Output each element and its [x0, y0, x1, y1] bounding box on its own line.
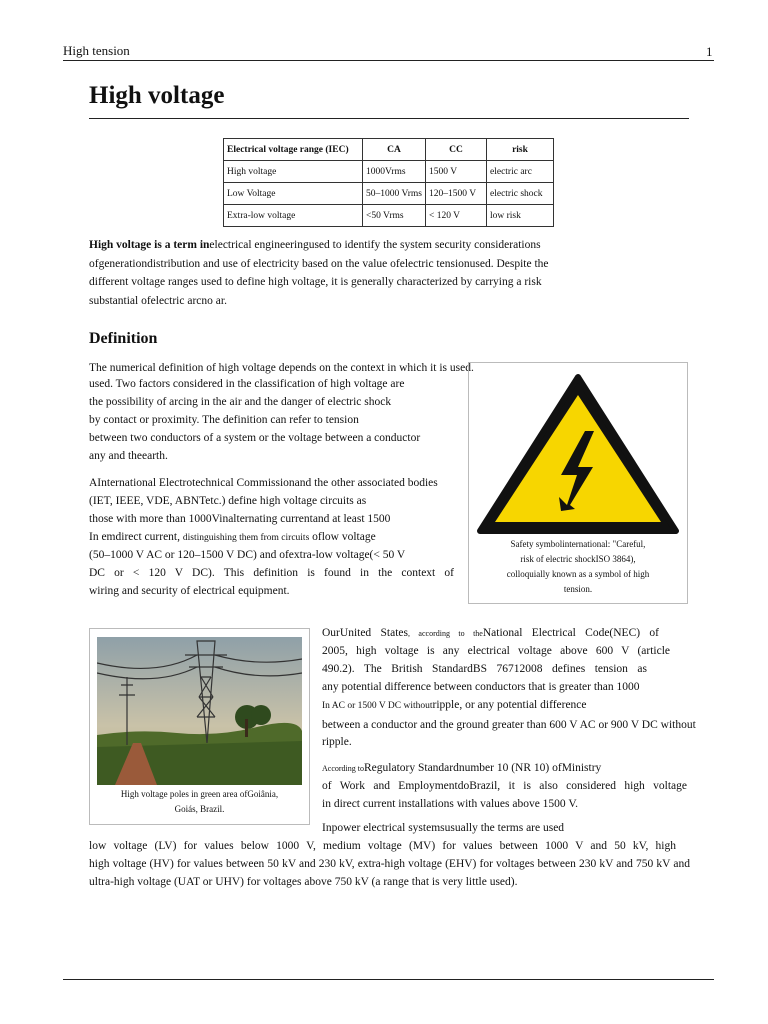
definition-line: DC or < 120 V DC). This definition is found in the context of — [89, 567, 454, 579]
definition-fragment: In emdirect current, — [89, 531, 183, 543]
caption-line: colloquially known as a symbol of high — [506, 569, 650, 579]
intro-line: substantial ofelectric arcno ar. — [89, 294, 227, 307]
definition-line: (50–1000 V AC or 120–1500 V DC) and ofextra-low voltage(< 50 V — [89, 549, 406, 561]
table-row — [224, 183, 554, 205]
table-header-row — [224, 139, 554, 161]
brazil-fragment: Regulatory Standardnumber 10 (NR 10) ofMinistry — [364, 762, 602, 774]
brazil-line: of Work and EmploymentdoBrazil, it is also considered high voltage — [322, 780, 687, 792]
figure-caption — [94, 787, 305, 817]
table-row — [224, 205, 554, 227]
intro-paragraph — [89, 236, 629, 310]
figure-caption — [477, 537, 679, 597]
us-fragment: In AC or 1500 V DC without — [322, 701, 433, 711]
table-cell: <50 Vrms — [363, 205, 426, 227]
table-cell: 1500 V — [426, 161, 487, 183]
us-fragment: OurUnited States — [322, 627, 408, 639]
figure-warning-sign — [468, 362, 688, 604]
power-line: ultra-high voltage (UAT or UHV) for voltages above 750 kV (a range that is very little used). — [89, 876, 518, 888]
us-line: 490.2). The British StandardBS 76712008 defines tension as — [322, 663, 647, 675]
intro-line: ofgenerationdistribution and use of electricity based on the value ofelectric tensionused. Despite the — [89, 257, 549, 270]
definition-line: (IET, IEEE, VDE, ABNTetc.) define high voltage circuits as — [89, 495, 367, 507]
us-fragment: , according to the — [407, 629, 483, 638]
table-cell: Extra-low voltage — [224, 205, 363, 227]
running-title: High tension — [63, 43, 130, 58]
intro-line: electrical engineeringused to identify the system security considerations — [209, 239, 541, 251]
definition-line: any and theearth. — [89, 450, 168, 462]
caption-line: High voltage poles in green area ofGoiânia, — [120, 789, 279, 799]
caption-line: tension. — [563, 584, 593, 594]
power-line: low voltage (LV) for values below 1000 V, medium voltage (MV) for values between 1000 V and 50 kV, high — [89, 840, 676, 852]
definition-small-line: The numerical definition of high voltage depends on the context in which it is used. — [89, 362, 474, 374]
table-row — [224, 161, 554, 183]
table-cell: 120–1500 V — [426, 183, 487, 205]
us-line: between a conductor and the ground greater than 600 V AC or 900 V DC without — [322, 719, 696, 731]
definition-fragment: distinguishing them from circuits — [182, 533, 310, 543]
table-header-cell: Electrical voltage range (IEC) — [224, 139, 363, 161]
definition-line: used. Two factors considered in the classification of high voltage are — [89, 378, 405, 390]
definition-line: those with more than 1000Vinalternating currentand at least 1500 — [89, 513, 391, 525]
intro-line: different voltage ranges used to define high voltage, it is generally characterized by carrying a risk — [89, 276, 542, 289]
title-rule — [89, 118, 689, 119]
table-cell: < 120 V — [426, 205, 487, 227]
section-heading: Definition — [89, 330, 158, 347]
brazil-line: in direct current installations with values above 1500 V. — [322, 798, 579, 810]
definition-line: by contact or proximity. The definition can refer to tension — [89, 414, 359, 426]
table-cell: electric shock — [487, 183, 554, 205]
table-header-cell: CA — [363, 139, 426, 161]
caption-line: Goiás, Brazil. — [174, 804, 225, 814]
caption-line: risk of electric shockISO 3864), — [520, 554, 636, 564]
definition-line — [89, 531, 376, 543]
table-cell: High voltage — [224, 161, 363, 183]
voltage-range-table — [223, 138, 554, 227]
power-line: high voltage (HV) for values between 50 kV and 230 kV, extra-high voltage (EHV) for voltages between 230 kV and 750 kV and — [89, 858, 690, 870]
brazil-fragment: According to — [322, 764, 364, 773]
high-voltage-warning-icon — [475, 371, 681, 537]
caption-line: Safety symbolinternational: "Careful, — [510, 539, 646, 549]
table-cell: 50–1000 Vrms — [363, 183, 426, 205]
page-title: High voltage — [89, 82, 225, 109]
us-fragment: National Electrical Code(NEC) of — [482, 627, 659, 639]
table-cell: Low Voltage — [224, 183, 363, 205]
us-line: 2005, high voltage is any electrical voltage above 600 V (article — [322, 645, 670, 657]
definition-line: between two conductors of a system or the voltage between a conductor — [89, 432, 421, 444]
definition-line: wiring and security of electrical equipment. — [89, 585, 290, 597]
figure-power-poles — [89, 628, 310, 825]
us-fragment: ripple, or any potential difference — [432, 699, 587, 711]
us-line: any potential difference between conductors that is greater than 1000 — [322, 681, 640, 693]
header-rule — [63, 60, 714, 61]
footer-rule — [63, 979, 714, 980]
table-header-cell: risk — [487, 139, 554, 161]
table-cell: electric arc — [487, 161, 554, 183]
intro-bold: High voltage is a term in — [89, 239, 210, 251]
us-line: ripple. — [322, 736, 352, 748]
brazil-line — [322, 762, 601, 774]
power-poles-photo — [97, 637, 302, 785]
table-cell: 1000Vrms — [363, 161, 426, 183]
definition-fragment: oflow voltage — [309, 531, 376, 543]
table-cell: low risk — [487, 205, 554, 227]
definition-line: the possibility of arcing in the air and the danger of electric shock — [89, 396, 392, 408]
definition-line: AInternational Electrotechnical Commissionand the other associated bodies — [89, 477, 438, 489]
table-header-cell: CC — [426, 139, 487, 161]
page-number: 1 — [706, 44, 713, 59]
power-line: Inpower electrical systemsusually the terms are used — [322, 822, 565, 834]
us-line — [322, 627, 659, 639]
us-line — [322, 699, 587, 711]
